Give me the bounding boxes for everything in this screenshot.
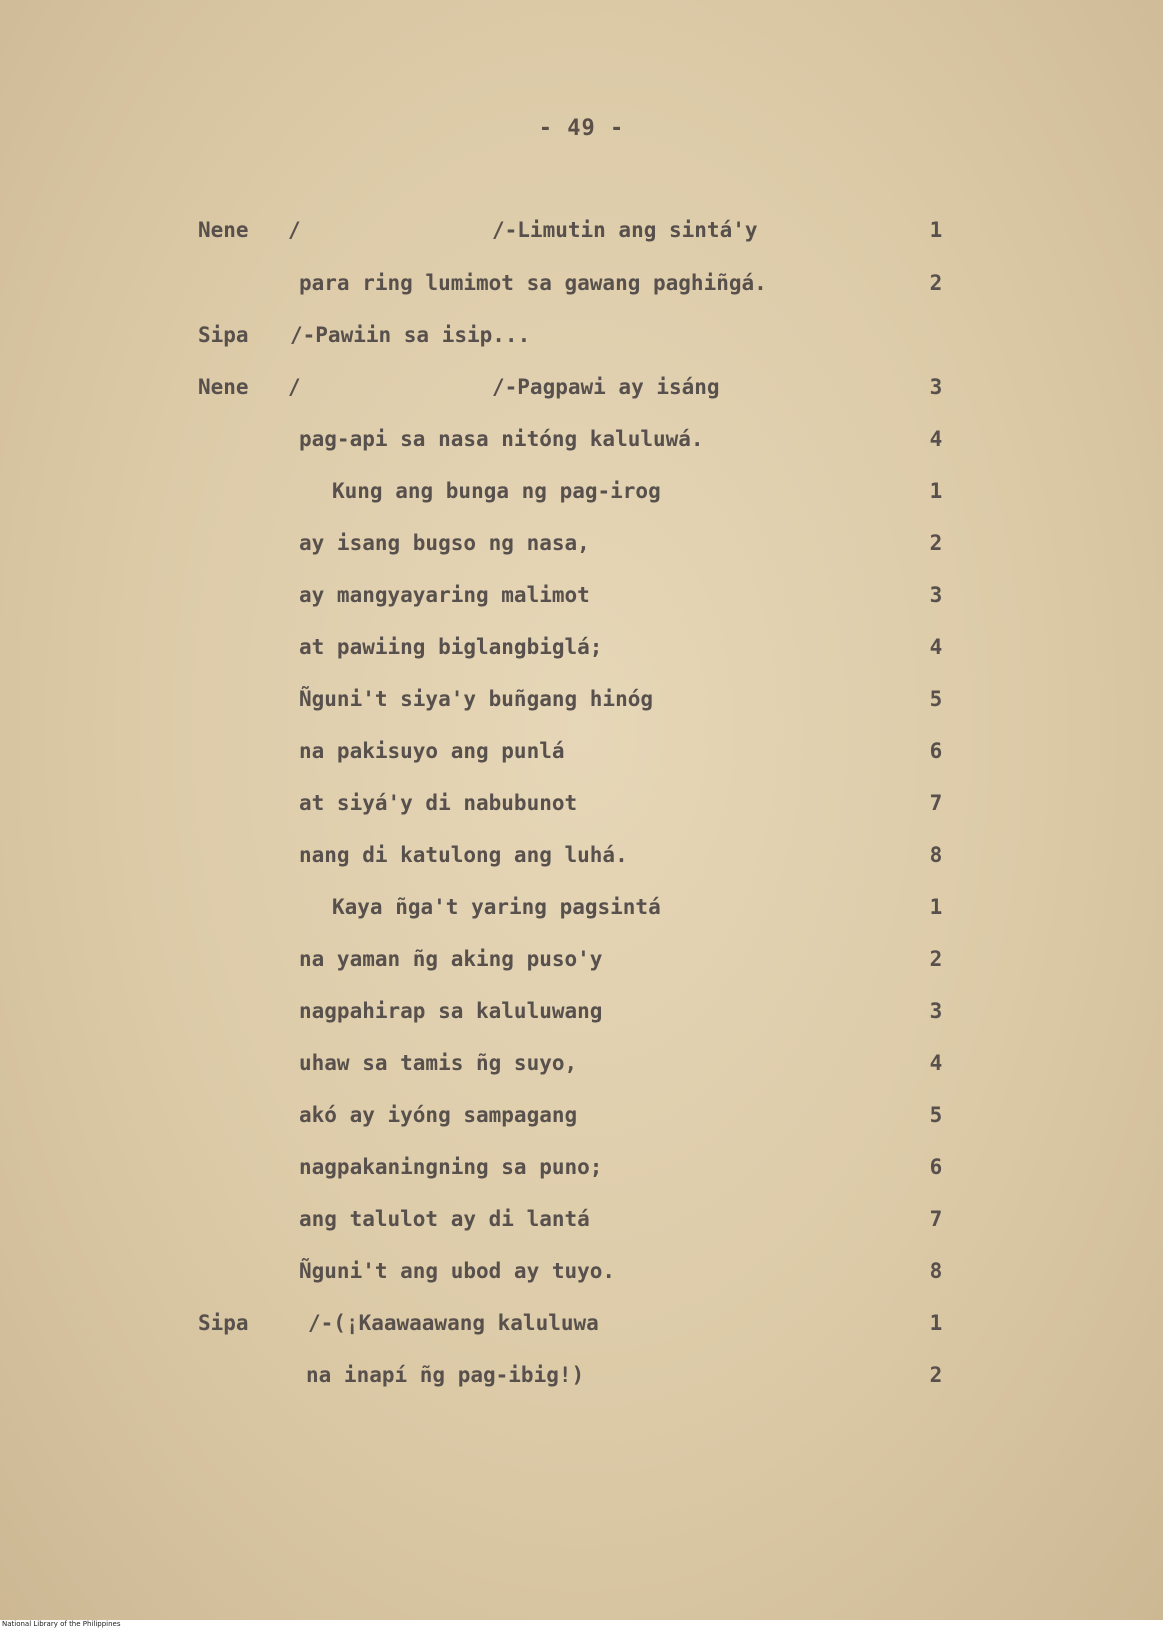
verse-text: pag-api sa nasa nitóng kaluluwá.: [299, 427, 704, 451]
verse-line: [0, 687, 1163, 727]
line-number: 6: [929, 739, 943, 763]
verse-text: at siyá'y di nabubunot: [299, 791, 578, 815]
verse-line: [0, 999, 1163, 1039]
verse-text: nang di katulong ang luhá.: [299, 843, 628, 867]
cue-slash: /: [288, 218, 301, 242]
verse-text: na yaman ñg aking puso'y: [299, 947, 603, 971]
line-number: 2: [929, 271, 943, 295]
line-number: 8: [929, 1259, 943, 1283]
cue-slash: /: [288, 375, 301, 399]
verse-line: [0, 427, 1163, 467]
line-number: 4: [929, 1051, 943, 1075]
verse-line: [0, 843, 1163, 883]
verse-line: [0, 323, 1163, 363]
line-number: 3: [929, 375, 943, 399]
verse-line: [0, 635, 1163, 675]
verse-line: [0, 271, 1163, 311]
line-number: 3: [929, 583, 943, 607]
verse-text: at pawiing biglangbiglá;: [299, 635, 603, 659]
line-number: 2: [929, 531, 943, 555]
verse-line: [0, 791, 1163, 831]
footer-credit: National Library of the Philippines: [0, 1620, 1163, 1628]
verse-line: [0, 218, 1163, 258]
verse-text: na inapí ñg pag-ibig!): [306, 1363, 585, 1387]
line-number: 1: [929, 218, 943, 242]
verse-text: ang talulot ay di lantá: [299, 1207, 590, 1231]
line-number: 4: [929, 635, 943, 659]
verse-line: [0, 1311, 1163, 1351]
verse-line: [0, 947, 1163, 987]
verse-text: uhaw sa tamis ñg suyo,: [299, 1051, 578, 1075]
verse-text: akó ay iyóng sampagang: [299, 1103, 578, 1127]
line-number: 6: [929, 1155, 943, 1179]
verse-text: ay mangyayaring malimot: [299, 583, 590, 607]
verse-line: [0, 895, 1163, 935]
verse-text: Kaya ñga't yaring pagsintá: [332, 895, 661, 919]
line-number: 1: [929, 895, 943, 919]
line-number: 4: [929, 427, 943, 451]
verse-text: Kung ang bunga ng pag-irog: [332, 479, 661, 503]
page-number: - 49 -: [538, 116, 625, 141]
verse-line: [0, 1363, 1163, 1403]
verse-text: /-Pagpawi ay isáng: [492, 375, 720, 399]
line-number: 5: [929, 687, 943, 711]
verse-line: [0, 1259, 1163, 1299]
verse-line: [0, 1155, 1163, 1195]
verse-text: /-Limutin ang sintá'y: [492, 218, 758, 242]
line-number: 2: [929, 947, 943, 971]
verse-text: na pakisuyo ang punlá: [299, 739, 565, 763]
verse-line: [0, 739, 1163, 779]
verse-text: nagpakaningning sa puno;: [299, 1155, 603, 1179]
verse-text: ay isang bugso ng nasa,: [299, 531, 590, 555]
verse-text: nagpahirap sa kaluluwang: [299, 999, 603, 1023]
speaker-name: Sipa: [198, 323, 249, 347]
verse-text: Ñguni't siya'y buñgang hinóg: [299, 687, 654, 711]
verse-line: [0, 375, 1163, 415]
line-number: 1: [929, 479, 943, 503]
line-number: 5: [929, 1103, 943, 1127]
line-number: 8: [929, 843, 943, 867]
verse-text: /-(¡Kaawaawang kaluluwa: [308, 1311, 599, 1335]
line-number: 7: [929, 1207, 943, 1231]
verse-line: [0, 1207, 1163, 1247]
verse-line: [0, 1051, 1163, 1091]
line-number: 2: [929, 1363, 943, 1387]
verse-line: [0, 479, 1163, 519]
speaker-name: Nene: [198, 218, 249, 242]
speaker-name: Nene: [198, 375, 249, 399]
verse-text: /-Pawiin sa isip...: [290, 323, 531, 347]
speaker-name: Sipa: [198, 1311, 249, 1335]
verse-text: Ñguni't ang ubod ay tuyo.: [299, 1259, 616, 1283]
line-number: 3: [929, 999, 943, 1023]
line-number: 1: [929, 1311, 943, 1335]
verse-line: [0, 1103, 1163, 1143]
verse-line: [0, 583, 1163, 623]
verse-line: [0, 531, 1163, 571]
line-number: 7: [929, 791, 943, 815]
verse-text: para ring lumimot sa gawang paghiñgá.: [299, 271, 767, 295]
